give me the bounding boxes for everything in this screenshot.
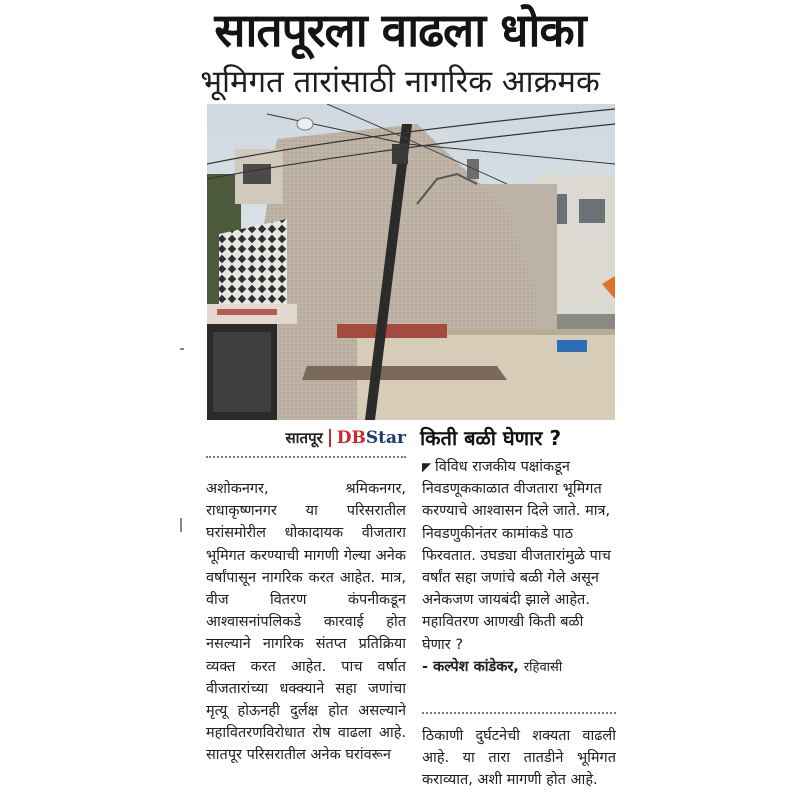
- sidebar-quote: विविध राजकीय पक्षांकडून निवडणूककाळात वीजतारा भूमिगत करण्याचे आश्वासन दिले जाते. मात्र, निवडणुकीनंतर कामांकडे पाठ फिरवतात. उघड्या वीजतारांमुळे पाच वर्षांत सहा जणांचे बळी गेले असून अनेकजण जायबंदी झाले आहेत. महावितरण आणखी किती बळी घेणार ?: [422, 459, 611, 653]
- continuation-paragraph: ठिकाणी दुर्घटनेची शक्यता वाढली आहे. या तारा तातडीने भूमिगत कराव्यात, अशी मागणी होत आहे.: [422, 728, 616, 789]
- divider: [206, 456, 406, 458]
- article-paragraph: अशोकनगर, श्रमिकनगर, राधाकृष्णनगर या परिसरातील घरांसमोरील धोकादायक वीजतारा भूमिगत करण्याची मागणी गेल्या अनेक वर्षांपासून नागरिक करत आहेत. मात्र, वीज वितरण कंपनीकडून आश्वासनांपलिकडे कारवाई होत नसल्याने नागरिक संतप्त प्रतिक्रिया व्यक्त करत आहेत. पाच वर्षात वीजतारांच्या धक्क्याने सहा जणांचा मृत्यू होऊनही दुर्लक्ष होत असल्याने महावितरणविरोधात रोष वाढला आहे. सातपूर परिसरातील अनेक घरांवरून: [206, 481, 406, 764]
- margin-mark: [180, 518, 182, 532]
- margin-mark: [180, 348, 184, 350]
- article-body: [206, 478, 406, 800]
- news-photo: [207, 104, 615, 420]
- quote-attribution: [422, 656, 616, 679]
- article-continuation: [422, 725, 616, 800]
- subheadline: भूमिगत तारांसाठी नागरिक आक्रमक: [200, 64, 600, 100]
- headline: सातपूरला वाढला धोका: [214, 3, 586, 57]
- brand-star: Star: [365, 428, 406, 448]
- byline-separator: [329, 429, 331, 447]
- quote-author: - कल्पेश कांडेकर,: [422, 658, 519, 675]
- quote-marker-icon: ◤: [422, 460, 436, 474]
- satellite-dish-icon: [297, 118, 313, 130]
- sidebar-quote-box: [422, 456, 616, 710]
- divider: [422, 712, 616, 714]
- byline: [206, 424, 406, 452]
- sidebar-title: किती बळी घेणार ?: [420, 426, 562, 450]
- byline-city: सातपूर: [285, 429, 323, 447]
- quote-author-role: रहिवासी: [523, 659, 563, 675]
- canopy: [302, 366, 507, 380]
- lattice-panel: [219, 219, 287, 309]
- brand-db: DB: [336, 428, 366, 448]
